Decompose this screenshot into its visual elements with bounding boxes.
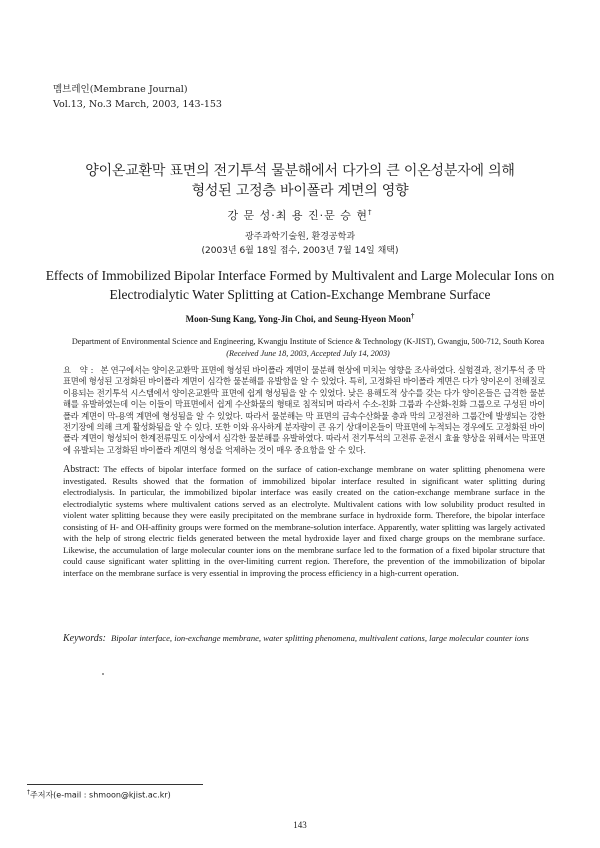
english-abstract xyxy=(63,464,545,579)
korean-affiliation-name: 광주과학기술원, 환경공학과 xyxy=(244,232,356,242)
english-authors: Moon-Sung Kang, Yong-Jin Choi, and Seung-Hyeon Moon† xyxy=(185,312,415,324)
english-title-line1: Effects of Immobilized Bipolar Interface Formed by Multivalent and Large Molecular Ions on xyxy=(45,268,555,283)
korean-affiliation xyxy=(0,230,600,258)
keywords-label: Keywords: xyxy=(63,633,106,644)
english-affiliation xyxy=(63,336,553,360)
english-abstract-label: Abstract: xyxy=(63,464,100,475)
footnote xyxy=(27,789,171,801)
korean-title-line1: 양이온교환막 표면의 전기투석 물분해에서 다가의 큰 이온성분자에 의해 xyxy=(85,163,515,179)
english-received: (Received June 18, 2003, Accepted July 14, 2003) xyxy=(226,349,390,358)
footnote-mark: † xyxy=(27,789,30,796)
korean-abstract xyxy=(63,365,545,456)
korean-abstract-text: 본 연구에서는 양이온교환막 표면에 형성된 바이폴라 계면이 물분해 현상에 미치는 영향을 조사하였다. 실험결과, 전기투석 중 막표면에 형성된 고정화된 바이폴라 계면이 심각한 물분해를 유발함을 알 수 있었다. 특히, 고정화된 바이폴라 계면은 다가 양이온이 전해질로 이용되는 전기투석 시스템에서 양이온교환막 표면에 쉽게 형성됨을 알 수 있었다. 낮은 용해도적 상수를 갖는 다가 양이온들은 급격한 물분해를 유발하였는데 이는 이들이 막표면에서 쉽게 수산화물의 형태로 침적되며 따라서 수소-친화 그룹과 수산화-친화 그룹으로 구성된 바이폴라 계면이 막-용액 계면에 형성됨을 알 수 있었다. 따라서 물분해는 막 표면의 금속수산화물 층과 막의 고정전하 그룹간에 발생되는 강한 전기장에 의해 크게 활성화됨을 알 수 있다. 또한 이와 유사하게 분자량이 큰 유기 상대이온들이 막표면에 누적되는 경우에도 고정화된 바이폴라 계면이 형성되어 한계전류밀도 이상에서 심각한 물분해를 유발하였다. 따라서 전기투석의 고전류 운전시 효율 향상을 위해서는 막표면에 유발되는 고정화된 바이폴라 계면의 형성을 억제하는 것이 매우 중요함을 알 수 있다. xyxy=(63,365,546,455)
journal-name: 멤브레인(Membrane Journal) xyxy=(53,84,188,95)
korean-title-line2: 형성된 고정층 바이폴라 계면의 영향 xyxy=(191,183,409,199)
keywords xyxy=(63,633,545,645)
author-mark: † xyxy=(410,312,415,320)
english-abstract-text: The effects of bipolar interface formed on the surface of cation-exchange membrane on water splitting phenomena were investigated. Results showed that the formation of immobilized bipolar interface resulted in significant water splitting during electrodialysis. In particular, the immobilized bipolar interface was easily created on the cation-exchange membrane surface in the electrodialytic systems where multivalent cations served as an electrolyte. Multivalent cations with low solubility product resulted in violent water splitting because they were easily precipitated on the membrane surface in hydroxide form. Therefore, the bipolar interface consisting of H- and OH-affinity groups were formed on the membrane-solution interface. Apparently, water splitting was largely activated with the help of strong electric fields generated between the metal hydroxide layer and fixed charge groups on the membrane surface. Likewise, the accumulation of large molecular counter ions on the membrane surface led to the formation of a fixed bipolar structure that could cause significant water splitting in the over-limiting current region. Therefore, the prevention of the immobilization of bipolar interface on the membrane surface is very essential in improving the process efficiency in a high-current operation. xyxy=(63,464,546,578)
korean-authors: 강 문 성·최 용 진·문 승 현† xyxy=(227,208,373,222)
keywords-text: Bipolar interface, ion-exchange membrane, water splitting phenomena, multivalent cations, large molecular counter ions xyxy=(110,633,529,643)
footnote-text: 주저자(e-mail : shmoon@kjist.ac.kr) xyxy=(30,790,171,800)
page-number: 143 xyxy=(293,820,307,830)
journal-volume: Vol.13, No.3 March, 2003, 143-153 xyxy=(53,99,222,110)
korean-abstract-label: 요 약: xyxy=(63,365,97,375)
english-affiliation-name: Department of Environmental Science and Engineering, Kwangju Institute of Science & Technology (K-JIST), Gwangju, 500-712, South Korea xyxy=(71,337,545,346)
english-title xyxy=(0,266,600,304)
journal-header xyxy=(53,82,222,112)
korean-title xyxy=(0,161,600,201)
stray-dot xyxy=(102,673,104,675)
author-mark: † xyxy=(368,208,373,217)
english-title-line2: Electrodialytic Water Splitting at Cation-Exchange Membrane Surface xyxy=(109,287,491,302)
korean-received: (2003년 6월 18일 접수, 2003년 7월 14일 채택) xyxy=(201,246,399,256)
footnote-rule xyxy=(27,784,203,785)
